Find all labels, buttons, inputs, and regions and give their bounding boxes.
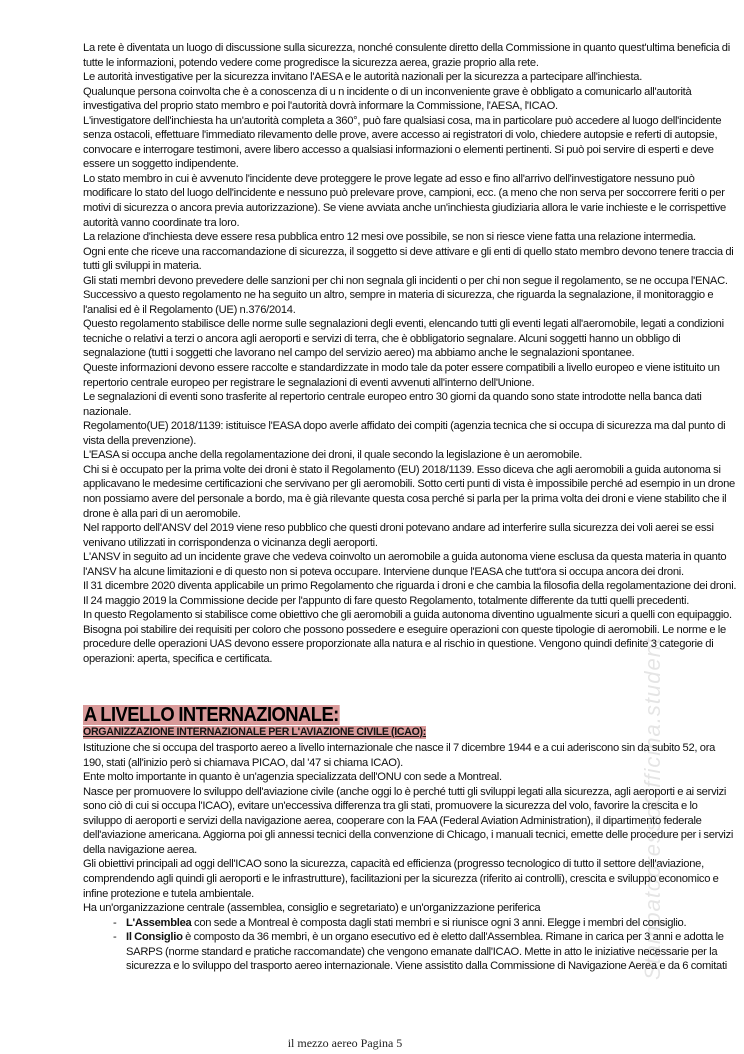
paragraph: Ha un'organizzazione centrale (assemblea, consiglio e segretariato) e un'organizzazione periferica xyxy=(83,902,541,915)
paragraph: Gli stati membri devono prevedere delle sanzioni per chi non segnala gli incidenti o per chi non segue il regolamento, se ne occupa l'ENAC. xyxy=(83,274,728,287)
paragraph: Queste informazioni devono essere raccolte e standardizzate in modo tale da poter essere compatibili a livello europeo e viene istituito un repertorio centrale europeo per registrare le segnalazioni di eventi avvenuti all'interno dell'Unione. xyxy=(83,362,720,389)
document-page xyxy=(83,41,737,974)
list-item-text: è composto da 36 membri, è un organo esecutivo ed è eletto dall'Assemblea. Rimane in carica per 3 anni e adotta le SARPS (norme standard e pratiche raccomandate) che vengono emanate dall'ICAO. Mette in atto le iniziative necessarie per la sicurezza e lo sviluppo del trasporto aereo internazionale. Viene assistito dalla Commissione di Navigazione Aerea e da 6 comitati xyxy=(126,931,728,973)
subsection-heading: ORGANIZZAZIONE INTERNAZIONALE PER L'AVIAZIONE CIVILE (ICAO): xyxy=(83,726,427,739)
paragraph: In questo Regolamento si stabilisce come obiettivo che gli aeromobili a guida autonoma diventino ugualmente sicuri a quelli con equipaggio. Bisogna poi stabilire dei requisiti per coloro che possono possedere e eseguire operazioni con queste tipologie di aeromobili. Le norme e le procedure delle operazioni UAS devono essere proporzionate alla natura e al rischio in questione. Vengono quindi definite 3 categorie di operazioni: aperta, specifica e certificata. xyxy=(83,609,732,665)
paragraph: Qualunque persona coinvolta che è a conoscenza di u n incidente o di un inconveniente grave è obbligato a comunicarlo all'autorità investigativa del proprio stato membro e poi l'autorità dovrà informare la Commissione, l'AESA, l'ICAO. xyxy=(83,85,692,113)
paragraph: Regolamento(UE) 2018/1139: istituisce l'EASA dopo averle affidato dei compiti (agenzia tecnica che si occupa di sicurezza ma dal punto di vista della prevenzione). xyxy=(83,420,726,447)
page-footer: il mezzo aereo Pagina 5 xyxy=(287,1036,403,1050)
paragraph: Questo regolamento stabilisce delle norme sulle segnalazioni degli eventi, elencando tutti gli eventi legati all'aeromobile, legati a condizioni tecniche o relativi a terzi o ancora agli aeroporti e servizi di terra, che è obbligatorio segnalare. Alcuni soggetti hanno un obbligo di segnalazione (tutti i soggetti che lavorano nel campo del servizio aereo) ma abbiamo anche le segnalazioni spontanee. xyxy=(83,318,724,360)
paragraph: L'EASA si occupa anche della regolamentazione dei droni, il quale secondo la legislazione è un aeromobile. xyxy=(83,449,583,462)
paragraph: Successivo a questo regolamento ne ha seguito un altro, sempre in materia di sicurezza, che riguarda la segnalazione, il monitoraggio e l'analisi ed è il Regolamento (UE) n.376/2014. xyxy=(83,289,714,316)
paragraphs-icao xyxy=(83,741,737,916)
paragraph: Ogni ente che riceve una raccomandazione di sicurezza, il soggetto si deve attivare e gli enti di quello stato membro devono tenere traccia di tutti gli sviluppi in materia. xyxy=(83,245,734,273)
paragraph: Lo stato membro in cui è avvenuto l'incidente deve proteggere le prove legate ad esso e fino all'arrivo dell'investigatore nessuno può modificare lo stato del luogo dell'incidente e nessuno può prelevare prove, campioni, ecc. (a meno che non serva per soccorrere feriti o per motivi di sicurezza o ancora previa autorizzazione). Se viene avviata anche un'inchiesta giudiziaria allora le varie inchieste e le corrispettive autorità vanno coordinate tra loro. xyxy=(83,172,726,229)
watermark: StampatopressoOfficina.student xyxy=(640,636,665,980)
paragraph: L'investigatore dell'inchiesta ha un'autorità completa a 360°, può fare qualsiasi cosa, ma in particolare può accedere al luogo dell'incidente senza ostacoli, effettuare l'immediato rilevamento delle prove, avere accesso ai registratori di volo, chiedere autopsie e referti di autopsie, convocare e interrogare testimoni, avere libero accesso a qualsiasi informazioni o elementi pertinenti. Si può poi servire di esperti e deve essere un soggetto indipendente. xyxy=(83,114,722,171)
paragraph: Le autorità investigative per la sicurezza invitano l'AESA e le autorità nazionali per la sicurezza a partecipare all'inchiesta. xyxy=(83,71,643,84)
section-heading: A LIVELLO INTERNAZIONALE: xyxy=(83,703,339,726)
list-item xyxy=(113,916,737,931)
paragraph: Ente molto importante in quanto è un'agenzia specializzata dell'ONU con sede a Montreal. xyxy=(83,771,502,784)
paragraph: Le segnalazioni di eventi sono trasferite al repertorio centrale europeo entro 30 giorni da quando sono state introdotte nella banca dati nazionale. xyxy=(83,391,702,418)
paragraph: Il 31 dicembre 2020 diventa applicabile un primo Regolamento che riguarda i droni e che cambia la filosofia della regolamentazione dei droni. Il 24 maggio 2019 la Commissione decide per l'appunto di fare questo Regolamento, totalmente differente da tutti quelli precedenti. xyxy=(83,580,737,607)
paragraph: Nel rapporto dell'ANSV del 2019 viene reso pubblico che questi droni potevano andare ad interferire sulla sicurezza dei voli aerei se essi venivano utilizzati in corrispondenza o vicinanza degli aeroporti. xyxy=(83,522,714,549)
paragraph: La rete è diventata un luogo di discussione sulla sicurezza, nonché consulente diretto della Commissione in quanto quest'ultima beneficia di tutte le informazioni, potendo vedere come progredisce la sicurezza aerea, grazie proprio alla rete. xyxy=(83,42,730,69)
paragraph: Chi si è occupato per la prima volte dei droni è stato il Regolamento (EU) 2018/1139. Esso diceva che agli aeromobili a guida autonoma si applicavano le medesime certificazioni che servivano per gli aeromobili. Sotto certi punti di vista è impossibile perché ad esempio in un drone non possiamo avere del personale a bordo, ma è già rilevante questa cosa perché si parla per la prima volta dei droni e viene stabilito che il drone è alla pari di un aeromobile. xyxy=(83,463,735,520)
paragraph: Nasce per promuovere lo sviluppo dell'aviazione civile (anche oggi lo è perché tutti gli sviluppi legati alla sicurezza, agli aeroporti e ai servizi sono ciò di cui si occupa l'ICAO), evitare un'eccessiva differenza tra gli stati, promuovere la sicurezza del volo, favorire la crescita e lo sviluppo di aeroporti e servizi della navigazione aerea, cooperare con la FAA (Federal Aviation Administration), il dipartimento federale dell'aviazione americana. Aggiorna poi gli annessi tecnici della convenzione di Chicago, i manuali tecnici, emette delle procedure per i servizi della navigazione aerea. xyxy=(83,785,734,856)
paragraph: L'ANSV in seguito ad un incidente grave che vedeva coinvolto un aeromobile a guida autonoma viene esclusa da questa materia in quanto l'ANSV ha alcune limitazioni e di questo non si poteva occupare. Interviene dunque l'EASA che tutt'ora si occupa ancora dei droni. xyxy=(83,551,727,578)
paragraphs-top xyxy=(83,41,737,667)
list-item-term: Il Consiglio xyxy=(126,931,183,944)
organs-list xyxy=(83,916,737,974)
paragraph: Gli obiettivi principali ad oggi dell'ICAO sono la sicurezza, capacità ed efficienza (progresso tecnologico di tutto il settore dell'aviazione, comprendendo agli quindi gli aeroporti e le infrastrutture), facilitazioni per la sicurezza (riferito ai controlli), crescita e sviluppo economico e infine protezione e tutela ambientale. xyxy=(83,858,719,900)
list-item-text: con sede a Montreal è composta dagli stati membri e si riunisce ogni 3 anni. Elegge i membri del consiglio. xyxy=(191,916,687,929)
list-item xyxy=(113,930,737,974)
list-item-term: L'Assemblea xyxy=(126,916,192,929)
paragraph: Istituzione che si occupa del trasporto aereo a livello internazionale che nasce il 7 dicembre 1944 e a cui aderiscono sin da subito 52, ora 190, stati (all'inizio però si chiamava PICAO, dal '47 si chiama ICAO). xyxy=(83,742,716,769)
paragraph: La relazione d'inchiesta deve essere resa pubblica entro 12 mesi ove possibile, se non si riesce viene fatta una relazione intermedia. xyxy=(83,231,696,244)
